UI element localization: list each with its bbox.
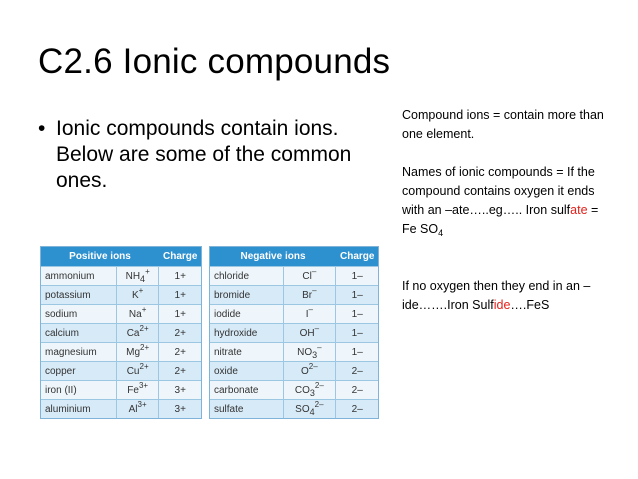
ion-formula [117, 342, 159, 361]
formula-base: Mg [126, 346, 141, 358]
formula-superscript: 3+ [138, 380, 149, 390]
table-row [41, 266, 201, 285]
formula-base: CO [294, 384, 310, 396]
no-oxygen-tail: ….FeS [510, 298, 550, 312]
negative-ions-body [210, 266, 378, 418]
table-row [210, 361, 378, 380]
formula-base: O [301, 365, 309, 377]
ionic-names-subscript: 4 [438, 228, 444, 238]
table-row [210, 285, 378, 304]
ion-formula [117, 304, 159, 323]
formula-base: NH [125, 270, 141, 282]
ion-charge: 1– [336, 342, 378, 361]
ion-name: sulfate [210, 399, 284, 418]
formula-subscript: 3 [309, 387, 315, 398]
table-row [41, 323, 201, 342]
formula-superscript: 2– [308, 361, 318, 371]
ion-charge: 1– [336, 285, 378, 304]
ion-charge: 2+ [159, 361, 201, 380]
formula-base: I [305, 308, 309, 320]
formula-superscript: 2+ [140, 342, 150, 352]
bullet-point [38, 116, 388, 194]
formula-superscript: + [138, 285, 144, 295]
table-row [210, 323, 378, 342]
ion-formula [117, 361, 159, 380]
ionic-names-tail: = Fe SO [402, 203, 599, 236]
ion-charge: 3+ [159, 380, 201, 399]
ion-name: calcium [41, 323, 117, 342]
table-row [41, 342, 201, 361]
table-row [210, 342, 378, 361]
formula-base: Cl [302, 270, 312, 282]
formula-base: K [131, 289, 139, 301]
ion-formula [117, 266, 159, 285]
formula-superscript: – [308, 304, 313, 314]
formula-superscript: 2– [314, 380, 324, 390]
formula-superscript: 3+ [137, 399, 147, 409]
formula-subscript: 3 [312, 349, 318, 360]
compound-ions-note: Compound ions = contain more than one element. [402, 108, 604, 141]
ionic-names-text: Names of ionic compounds = If the compound contains oxygen it ends with an –ate…..eg….. Iron sulf [402, 165, 595, 217]
table-row [210, 304, 378, 323]
ion-name: copper [41, 361, 117, 380]
formula-superscript: 2+ [139, 361, 149, 371]
ion-charge: 1– [336, 323, 378, 342]
formula-superscript: – [317, 342, 322, 352]
table-row [210, 380, 378, 399]
ion-formula [284, 285, 336, 304]
slide-title: C2.6 Ionic compounds [38, 42, 391, 81]
ion-name: oxide [210, 361, 284, 380]
table-row [41, 399, 201, 418]
formula-superscript: 2+ [139, 323, 149, 333]
ion-charge: 1+ [159, 285, 201, 304]
ion-charge: 2– [336, 361, 378, 380]
negative-ions-table [209, 246, 379, 419]
ion-charge: 1– [336, 266, 378, 285]
formula-superscript: – [311, 266, 317, 276]
bullet-dot: • [38, 117, 46, 140]
bullet-text: Ionic compounds contain ions. Below are some of the common ones. [56, 117, 352, 192]
ion-charge: 3+ [159, 399, 201, 418]
table-row [41, 361, 201, 380]
formula-superscript: – [314, 323, 320, 333]
formula-base: NO [297, 346, 313, 358]
ion-formula [117, 323, 159, 342]
ion-name: iodide [210, 304, 284, 323]
ate-suffix: ate [570, 203, 588, 217]
ion-name: potassium [41, 285, 117, 304]
ion-formula [117, 380, 159, 399]
ion-formula [284, 361, 336, 380]
ion-formula [117, 399, 159, 418]
positive-ions-body [41, 266, 201, 418]
formula-base: Fe [127, 384, 139, 396]
formula-superscript: + [145, 266, 150, 276]
formula-base: Br [302, 289, 313, 301]
ion-formula [284, 380, 336, 399]
ion-charge: 1+ [159, 304, 201, 323]
ion-name: bromide [210, 285, 284, 304]
ion-name: nitrate [210, 342, 284, 361]
ion-name: hydroxide [210, 323, 284, 342]
formula-base: Cu [126, 365, 140, 377]
formula-subscript: 4 [309, 406, 315, 417]
positive-ions-table [40, 246, 202, 419]
no-oxygen-note [402, 277, 607, 315]
ion-name: sodium [41, 304, 117, 323]
formula-base: Ca [126, 327, 140, 339]
ion-formula [284, 399, 336, 418]
formula-base: Na [128, 308, 142, 320]
ionic-names-note [402, 163, 607, 239]
table-row [210, 399, 378, 418]
negative-charge-header: Charge [336, 247, 378, 266]
ion-charge: 2+ [159, 342, 201, 361]
formula-base: SO [295, 403, 310, 415]
formula-superscript: 2– [314, 399, 324, 409]
no-oxygen-text: If no oxygen then they end in an –ide…….Iron Sulf [402, 279, 591, 312]
table-row [41, 304, 201, 323]
ion-name: magnesium [41, 342, 117, 361]
ion-formula [284, 266, 336, 285]
ide-suffix: ide [493, 298, 511, 312]
ion-formula [117, 285, 159, 304]
ion-charge: 2– [336, 380, 378, 399]
ion-charge: 1– [336, 304, 378, 323]
ion-charge: 2– [336, 399, 378, 418]
ion-name: carbonate [210, 380, 284, 399]
positive-charge-header: Charge [159, 247, 201, 266]
formula-superscript: + [141, 304, 147, 314]
negative-ions-header: Negative ions [210, 247, 336, 266]
ion-formula [284, 323, 336, 342]
ion-name: iron (II) [41, 380, 117, 399]
ion-name: chloride [210, 266, 284, 285]
formula-base: Al [128, 403, 138, 415]
ion-name: aluminium [41, 399, 117, 418]
positive-ions-header: Positive ions [41, 247, 159, 266]
table-row [41, 285, 201, 304]
ion-charge: 2+ [159, 323, 201, 342]
ion-charge: 1+ [159, 266, 201, 285]
side-notes [402, 106, 607, 315]
ion-name: ammonium [41, 266, 117, 285]
formula-superscript: – [312, 285, 317, 295]
table-row [210, 266, 378, 285]
ion-formula [284, 304, 336, 323]
formula-subscript: 4 [140, 273, 146, 284]
ion-formula [284, 342, 336, 361]
formula-base: OH [299, 327, 315, 339]
table-row [41, 380, 201, 399]
